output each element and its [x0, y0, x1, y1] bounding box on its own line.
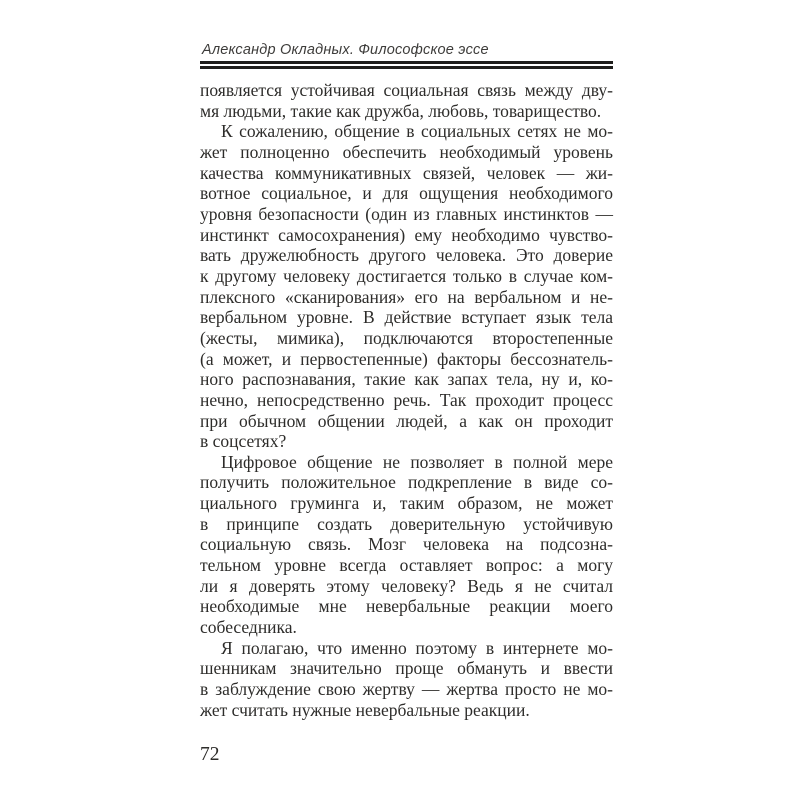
header-rule [200, 61, 613, 69]
text-line: вотное социальное, и для ощущения необходимого [200, 183, 613, 204]
text-line: Цифровое общение не позволяет в полной мере [221, 451, 613, 472]
text-line: качества коммуникативных связей, человек — жи- [200, 162, 613, 183]
text-line: шенникам значительно проще обмануть и ввести [200, 658, 613, 679]
running-header: Александр Окладных. Философское эссе [202, 42, 489, 58]
text-line: Я полагаю, что именно поэтому в интернете мо- [221, 637, 613, 658]
text-line: собеседника. [200, 617, 297, 638]
text-line: появляется устойчивая социальная связь между дву- [200, 80, 613, 100]
text-line: вербальном уровне. В действие вступает язык тела [200, 307, 613, 328]
text-line: (а может, и первостепенные) факторы бессознатель- [200, 348, 613, 369]
text-line: ли я доверять этому человеку? Ведь я не считал [200, 575, 613, 596]
text-line: жет полноценно обеспечить необходимый уровень [200, 141, 613, 162]
text-line: получить положительное подкрепление в виде со- [200, 472, 613, 493]
text-line: уровня безопасности (один из главных инстинктов — [200, 203, 613, 224]
text-line: тельном уровне всегда оставляет вопрос: а могу [200, 555, 613, 576]
text-line: ного распознавания, такие как запах тела, ну и, ко- [200, 369, 613, 390]
text-line: к другому человеку достигается только в случае ком- [200, 265, 613, 286]
text-line: в заблуждение свою жертву — жертва просто не мо- [200, 679, 613, 700]
body-text [200, 80, 613, 720]
page-number: 72 [200, 744, 220, 765]
text-line: К сожалению, общение в социальных сетях не мо- [221, 121, 613, 142]
text-line: циального груминга и, таким образом, не может [200, 493, 613, 514]
text-line: мя людьми, такие как дружба, любовь, товарищество. [200, 100, 602, 121]
text-column [200, 0, 613, 800]
text-line: жет считать нужные невербальные реакции. [200, 699, 530, 720]
text-line: необходимые мне невербальные реакции моего [200, 596, 613, 617]
text-line: вать дружелюбность другого человека. Это доверие [200, 245, 613, 266]
text-line: нечно, непосредственно речь. Так проходит процесс [200, 389, 613, 410]
text-line: в соцсетях? [200, 431, 287, 452]
text-line: плексного «сканирования» его на вербальном и не- [200, 286, 613, 307]
text-line: (жесты, мимика), подключаются второстепенные [200, 327, 613, 348]
text-line: социальную связь. Мозг человека на подсозна- [200, 534, 613, 555]
text-line: при обычном общении людей, а как он проходит [200, 410, 613, 431]
text-line: в принципе создать доверительную устойчивую [200, 513, 613, 534]
text-line: инстинкт самосохранения) ему необходимо чувство- [200, 224, 613, 245]
